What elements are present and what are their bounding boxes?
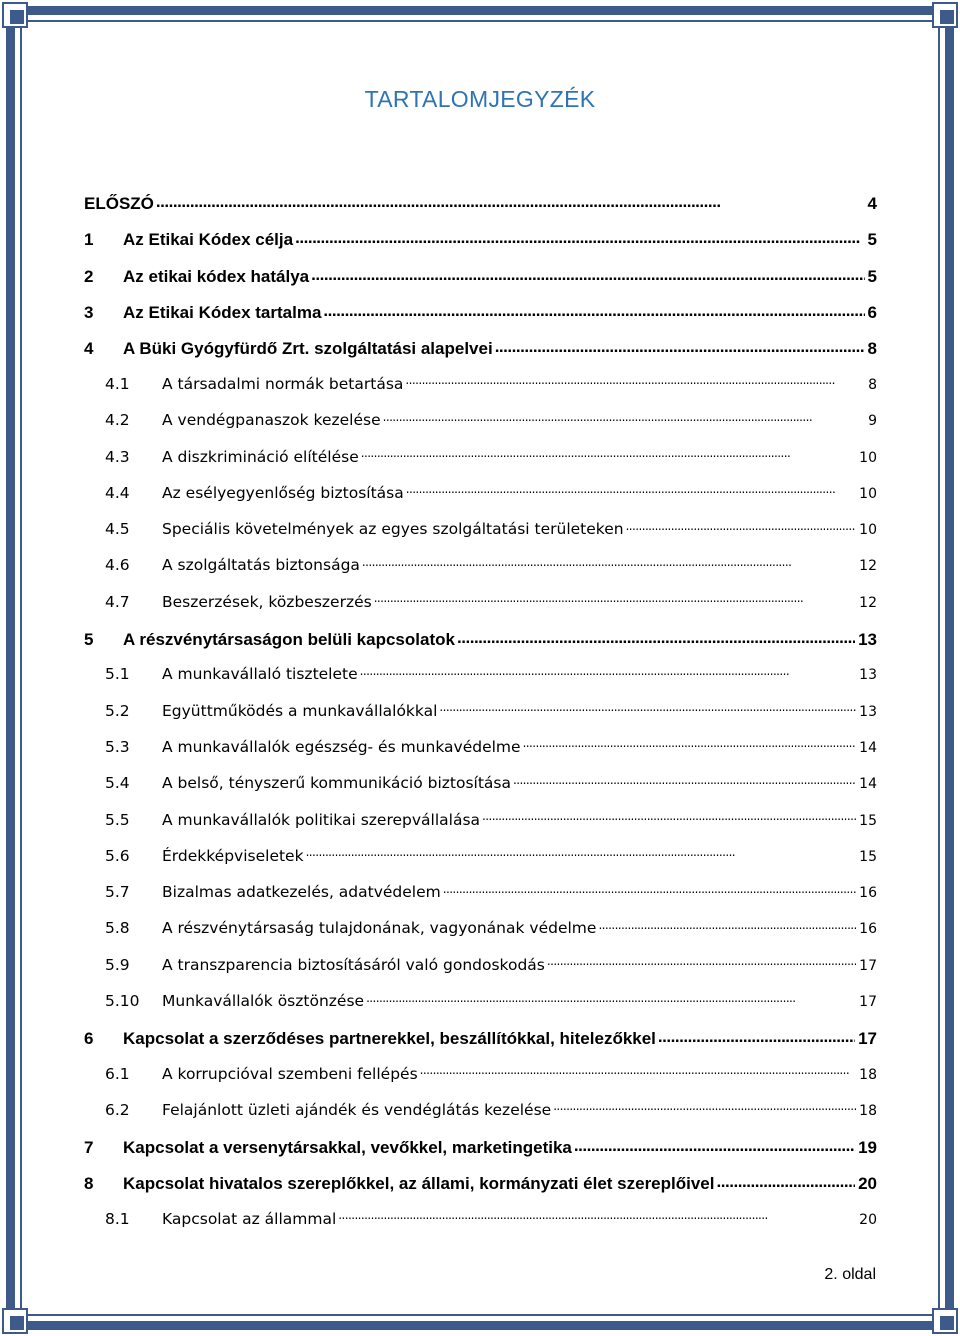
toc-entry-number: 7 bbox=[84, 1137, 94, 1157]
page-title: TARTALOMJEGYZÉK bbox=[364, 86, 596, 112]
toc-entry[interactable] bbox=[84, 1099, 877, 1135]
toc-entry-label: A korrupcióval szembeni fellépés bbox=[162, 1064, 418, 1083]
toc-entry-number: 4.6 bbox=[105, 556, 130, 575]
toc-entry-page-number: 17 bbox=[859, 957, 877, 974]
toc-entry-label: A munkavállalók egészség- és munkavédelme bbox=[162, 737, 521, 756]
border-corner-ornament bbox=[2, 1308, 28, 1334]
toc-entry-number: 4.3 bbox=[105, 447, 130, 466]
toc-entry-page-number: 15 bbox=[859, 848, 877, 865]
toc-entry[interactable] bbox=[84, 373, 877, 409]
toc-entry-label: Az etikai kódex hatálya bbox=[123, 266, 310, 286]
toc-dot-leader bbox=[362, 555, 856, 571]
toc-entry-page-number: 8 bbox=[868, 376, 877, 393]
toc-entry[interactable] bbox=[84, 809, 877, 845]
toc-entry-number: 4.1 bbox=[105, 374, 130, 393]
toc-entry-page-number: 17 bbox=[858, 1028, 877, 1048]
toc-entry-number: 5.5 bbox=[105, 810, 130, 829]
toc-dot-leader bbox=[361, 446, 856, 462]
toc-entry-number: 4 bbox=[84, 339, 94, 359]
toc-entry-label: Együttműködés a munkavállalókkal bbox=[162, 701, 438, 720]
toc-entry-page-number: 14 bbox=[859, 739, 877, 756]
toc-entry-label: A Büki Gyógyfürdő Zrt. szolgáltatási alapelvei bbox=[123, 339, 493, 359]
toc-entry-label: A szolgáltatás biztonsága bbox=[162, 556, 360, 575]
toc-entry-label: A munkavállaló tisztelete bbox=[162, 665, 358, 684]
toc-entry-number: 3 bbox=[84, 302, 94, 322]
toc-dot-leader bbox=[513, 773, 856, 789]
toc-entry[interactable] bbox=[84, 1027, 877, 1063]
toc-entry-label: A részvénytársaságon belüli kapcsolatok bbox=[123, 629, 455, 649]
toc-entry-label: A transzparencia biztosításáról való gondoskodás bbox=[162, 955, 545, 974]
toc-dot-leader bbox=[523, 736, 857, 752]
toc-entry[interactable] bbox=[84, 1208, 877, 1244]
toc-entry-number: 6.1 bbox=[105, 1064, 130, 1083]
border-corner-ornament bbox=[2, 2, 28, 28]
toc-dot-leader bbox=[311, 265, 864, 282]
toc-entry-page-number: 9 bbox=[868, 413, 877, 430]
toc-entry-page-number: 5 bbox=[867, 266, 877, 286]
toc-entry-number: 5.10 bbox=[105, 992, 140, 1011]
toc-entry[interactable] bbox=[84, 337, 877, 373]
toc-entry-page-number: 16 bbox=[859, 885, 877, 902]
toc-entry-label: Speciális követelmények az egyes szolgáltatási területeken bbox=[162, 520, 624, 539]
toc-dot-leader bbox=[716, 1172, 855, 1189]
toc-dot-leader bbox=[360, 664, 857, 680]
toc-entry-number: 5.4 bbox=[105, 774, 130, 793]
toc-entry-number: 4.2 bbox=[105, 411, 130, 430]
table-of-contents bbox=[84, 192, 877, 1245]
toc-dot-leader bbox=[323, 301, 864, 318]
toc-entry-number: 1 bbox=[84, 230, 94, 250]
toc-entry[interactable] bbox=[84, 410, 877, 446]
toc-entry[interactable] bbox=[84, 265, 877, 301]
toc-dot-leader bbox=[443, 882, 856, 898]
toc-entry-page-number: 10 bbox=[859, 522, 877, 539]
toc-entry-label: Az esélyegyenlőség biztosítása bbox=[162, 483, 404, 502]
toc-entry-number: 5 bbox=[84, 629, 94, 649]
toc-entry[interactable] bbox=[84, 1136, 877, 1172]
toc-entry-number: 6.2 bbox=[105, 1100, 130, 1119]
toc-entry-label: Kapcsolat az állammal bbox=[162, 1209, 337, 1228]
toc-entry-page-number: 12 bbox=[859, 558, 877, 575]
toc-dot-leader bbox=[547, 954, 856, 970]
toc-entry[interactable] bbox=[84, 773, 877, 809]
toc-entry-label: Bizalmas adatkezelés, adatvédelem bbox=[162, 883, 441, 902]
toc-entry-page-number: 10 bbox=[859, 485, 877, 502]
toc-dot-leader bbox=[495, 337, 865, 354]
toc-dot-leader bbox=[598, 918, 856, 934]
toc-entry-number: 5.1 bbox=[105, 665, 130, 684]
toc-dot-leader bbox=[553, 1099, 856, 1115]
toc-entry-page-number: 6 bbox=[867, 302, 877, 322]
toc-dot-leader bbox=[626, 519, 857, 535]
toc-entry-page-number: 8 bbox=[867, 339, 877, 359]
toc-entry[interactable] bbox=[84, 736, 877, 772]
toc-dot-leader bbox=[405, 373, 865, 389]
toc-entry-page-number: 19 bbox=[858, 1137, 877, 1157]
toc-entry[interactable] bbox=[84, 1172, 877, 1208]
toc-entry-number: 5.2 bbox=[105, 701, 130, 720]
toc-entry-page-number: 13 bbox=[859, 703, 877, 720]
toc-entry-page-number: 15 bbox=[859, 812, 877, 829]
toc-entry-number: 5.9 bbox=[105, 955, 130, 974]
toc-entry-label: A részvénytársaság tulajdonának, vagyonának védelme bbox=[162, 919, 597, 938]
toc-entry[interactable] bbox=[84, 555, 877, 591]
toc-entry[interactable] bbox=[84, 664, 877, 700]
toc-entry-label: A társadalmi normák betartása bbox=[162, 374, 404, 393]
toc-entry-label: Munkavállalók ösztönzése bbox=[162, 992, 365, 1011]
toc-dot-leader bbox=[374, 591, 856, 607]
toc-entry[interactable] bbox=[84, 700, 877, 736]
toc-entry-page-number: 12 bbox=[859, 594, 877, 611]
toc-entry[interactable] bbox=[84, 228, 877, 264]
toc-entry[interactable] bbox=[84, 845, 877, 881]
page-number-footer: 2. oldal bbox=[824, 1266, 876, 1283]
toc-entry-page-number: 17 bbox=[859, 994, 877, 1011]
toc-entry-label: ELŐSZÓ bbox=[84, 194, 154, 213]
toc-entry-page-number: 18 bbox=[859, 1066, 877, 1083]
toc-entry[interactable] bbox=[84, 446, 877, 482]
toc-entry-page-number: 13 bbox=[859, 667, 877, 684]
toc-entry[interactable] bbox=[84, 628, 877, 664]
toc-entry-label: Érdekképviseletek bbox=[162, 846, 304, 865]
toc-entry-number: 4.5 bbox=[105, 520, 130, 539]
toc-entry-label: A vendégpanaszok kezelése bbox=[162, 411, 381, 430]
border-corner-ornament bbox=[932, 1308, 958, 1334]
toc-entry-page-number: 10 bbox=[859, 449, 877, 466]
toc-entry-number: 5.3 bbox=[105, 737, 130, 756]
toc-dot-leader bbox=[366, 991, 856, 1007]
toc-entry-label: Kapcsolat hivatalos szereplőkkel, az állami, kormányzati élet szereplőivel bbox=[123, 1174, 715, 1194]
toc-entry-number: 8 bbox=[84, 1174, 94, 1194]
toc-entry-number: 8.1 bbox=[105, 1209, 130, 1228]
toc-entry[interactable] bbox=[84, 519, 877, 555]
toc-entry-number: 5.7 bbox=[105, 883, 130, 902]
toc-entry-label: A munkavállalók politikai szerepvállalása bbox=[162, 810, 481, 829]
toc-dot-leader bbox=[406, 482, 856, 498]
toc-dot-leader bbox=[383, 410, 865, 426]
toc-entry-label: Kapcsolat a versenytársakkal, vevőkkel, marketingetika bbox=[123, 1137, 572, 1157]
toc-entry[interactable] bbox=[84, 301, 877, 337]
toc-entry[interactable] bbox=[84, 882, 877, 918]
toc-entry-label: A belső, tényszerű kommunikáció biztosítása bbox=[162, 774, 511, 793]
border-corner-ornament bbox=[932, 2, 958, 28]
toc-entry-page-number: 20 bbox=[858, 1174, 877, 1194]
toc-entry-label: Kapcsolat a szerződéses partnerekkel, beszállítókkal, hitelezőkkel bbox=[123, 1028, 656, 1048]
toc-entry[interactable] bbox=[84, 954, 877, 990]
toc-entry[interactable] bbox=[84, 991, 877, 1027]
toc-entry-label: Az Etikai Kódex tartalma bbox=[123, 302, 322, 322]
toc-entry-number: 6 bbox=[84, 1028, 94, 1048]
toc-dot-leader bbox=[574, 1136, 855, 1153]
toc-entry-page-number: 18 bbox=[859, 1102, 877, 1119]
toc-entry-number: 4.4 bbox=[105, 483, 130, 502]
toc-entry-number: 2 bbox=[84, 266, 94, 286]
toc-dot-leader bbox=[457, 628, 855, 645]
toc-entry-page-number: 14 bbox=[859, 776, 877, 793]
toc-entry-number: 4.7 bbox=[105, 592, 130, 611]
toc-entry-label: A diszkrimináció elítélése bbox=[162, 447, 359, 466]
toc-entry[interactable] bbox=[84, 482, 877, 518]
toc-entry-label: Az Etikai Kódex célja bbox=[123, 230, 294, 250]
toc-dot-leader bbox=[420, 1063, 857, 1079]
toc-dot-leader bbox=[295, 228, 864, 245]
toc-entry[interactable] bbox=[84, 918, 877, 954]
toc-dot-leader bbox=[306, 845, 857, 861]
toc-entry-page-number: 5 bbox=[867, 230, 877, 250]
toc-entry-page-number: 13 bbox=[858, 629, 877, 649]
toc-dot-leader bbox=[658, 1027, 855, 1044]
toc-entry-page-number: 16 bbox=[859, 921, 877, 938]
toc-entry[interactable] bbox=[84, 1063, 877, 1099]
toc-entry-page-number: 20 bbox=[859, 1211, 877, 1228]
toc-entry[interactable] bbox=[84, 192, 877, 228]
toc-entry-number: 5.8 bbox=[105, 919, 130, 938]
toc-dot-leader bbox=[338, 1208, 856, 1224]
toc-entry-number: 5.6 bbox=[105, 846, 130, 865]
toc-dot-leader bbox=[482, 809, 856, 825]
toc-entry[interactable] bbox=[84, 591, 877, 627]
toc-entry-page-number: 4 bbox=[867, 194, 877, 213]
toc-entry-label: Beszerzések, közbeszerzés bbox=[162, 592, 372, 611]
toc-dot-leader bbox=[156, 192, 865, 209]
toc-entry-label: Felajánlott üzleti ajándék és vendéglátás kezelése bbox=[162, 1100, 552, 1119]
toc-dot-leader bbox=[439, 700, 856, 716]
